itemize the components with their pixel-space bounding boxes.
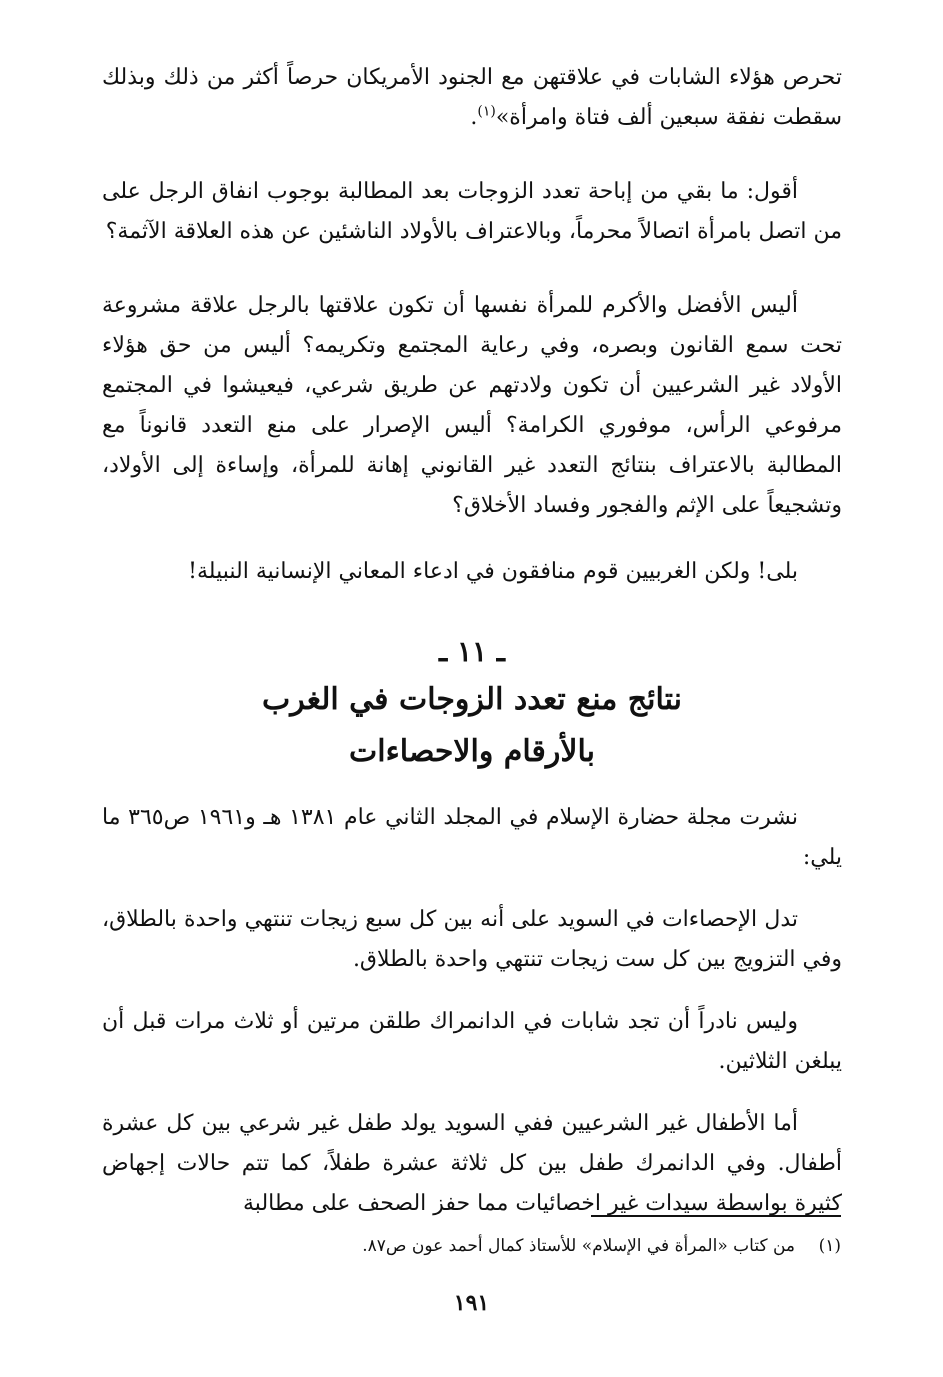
page-body bbox=[102, 58, 842, 1224]
paragraph-1-tail: . bbox=[470, 105, 478, 130]
paragraph-1 bbox=[102, 58, 842, 138]
section-paragraph-2: تدل الإحصاءات في السويد على أنه بين كل سبع زيجات تنتهي واحدة بالطلاق، وفي التزويج بين كل ست زيجات تنتهي واحدة بالطلاق. bbox=[102, 907, 842, 972]
paragraph-3: أليس الأفضل والأكرم للمرأة نفسها أن تكون علاقتها بالرجل علاقة مشروعة تحت سمع القانون وبصره، وفي رعاية المجتمع وتكريمه؟ أليس من حق هؤلاء الأولاد غير الشرعيين أن تكون ولادتهم عن طريق شرعي، فيعيشوا في المجتمع مرفوعي الرأس، موفوري الكرامة؟ أليس الإصرار على منع التعدد قانوناً مع المطالبة بالاعتراف بنتائج التعدد غير القانوني إهانة للمرأة، وإساءة إلى الأولاد، وتشجيعاً على الإثم والفجور وفساد الأخلاق؟ bbox=[102, 293, 842, 518]
paragraph-1-text: تحرص هؤلاء الشابات في علاقتهن مع الجنود الأمريكان حرصاً أكثر من ذلك وبذلك سقطت نفقة سبعين ألف فتاة وامرأة» bbox=[102, 65, 842, 130]
section-paragraph-3: وليس نادراً أن تجد شابات في الدانمراك طلقن مرتين أو ثلاث مرات قبل أن يبلغن الثلاثين. bbox=[102, 1009, 842, 1074]
section-paragraph-4: أما الأطفال غير الشرعيين ففي السويد يولد طفل غير شرعي بين كل عشرة أطفال. وفي الدانمرك طفل بين كل ثلاثة عشرة طفلاً، كما تتم حالات إجهاض كثيرة بواسطة سيدات غير اخصائيات مما حفز الصحف على مطالبة bbox=[102, 1111, 842, 1216]
chapter-number: ـ ١١ ـ bbox=[439, 635, 505, 668]
paragraph-4: بلى! ولكن الغربيين قوم منافقون في ادعاء المعاني الإنسانية النبيلة! bbox=[188, 559, 798, 584]
chapter-title-line-1: نتائج منع تعدد الزوجات في الغرب bbox=[261, 682, 683, 717]
paragraph-2: أقول: ما بقي من إباحة تعدد الزوجات بعد المطالبة بوجوب انفاق الرجل على من اتصل بامرأة اتصالاً محرماً، وبالاعتراف بالأولاد الناشئين عن هذه العلاقة الآثمة؟ bbox=[102, 179, 842, 244]
footnote-text: من كتاب «المرأة في الإسلام» للأستاذ كمال أحمد عون ص٨٧. bbox=[362, 1236, 795, 1256]
section-paragraph-1: نشرت مجلة حضارة الإسلام في المجلد الثاني عام ١٣٨١ هـ و١٩٦١ ص٣٦٥ ما يلي: bbox=[102, 805, 842, 870]
chapter-title-line-2: بالأرقام والاحصاءات bbox=[349, 734, 595, 769]
footnote-divider bbox=[591, 1215, 841, 1217]
footnote-reference[interactable]: (١) bbox=[477, 103, 496, 120]
footnote-mark: (١) bbox=[818, 1236, 841, 1256]
page-number: ١٩١ bbox=[453, 1290, 490, 1316]
footnote bbox=[101, 1233, 841, 1259]
